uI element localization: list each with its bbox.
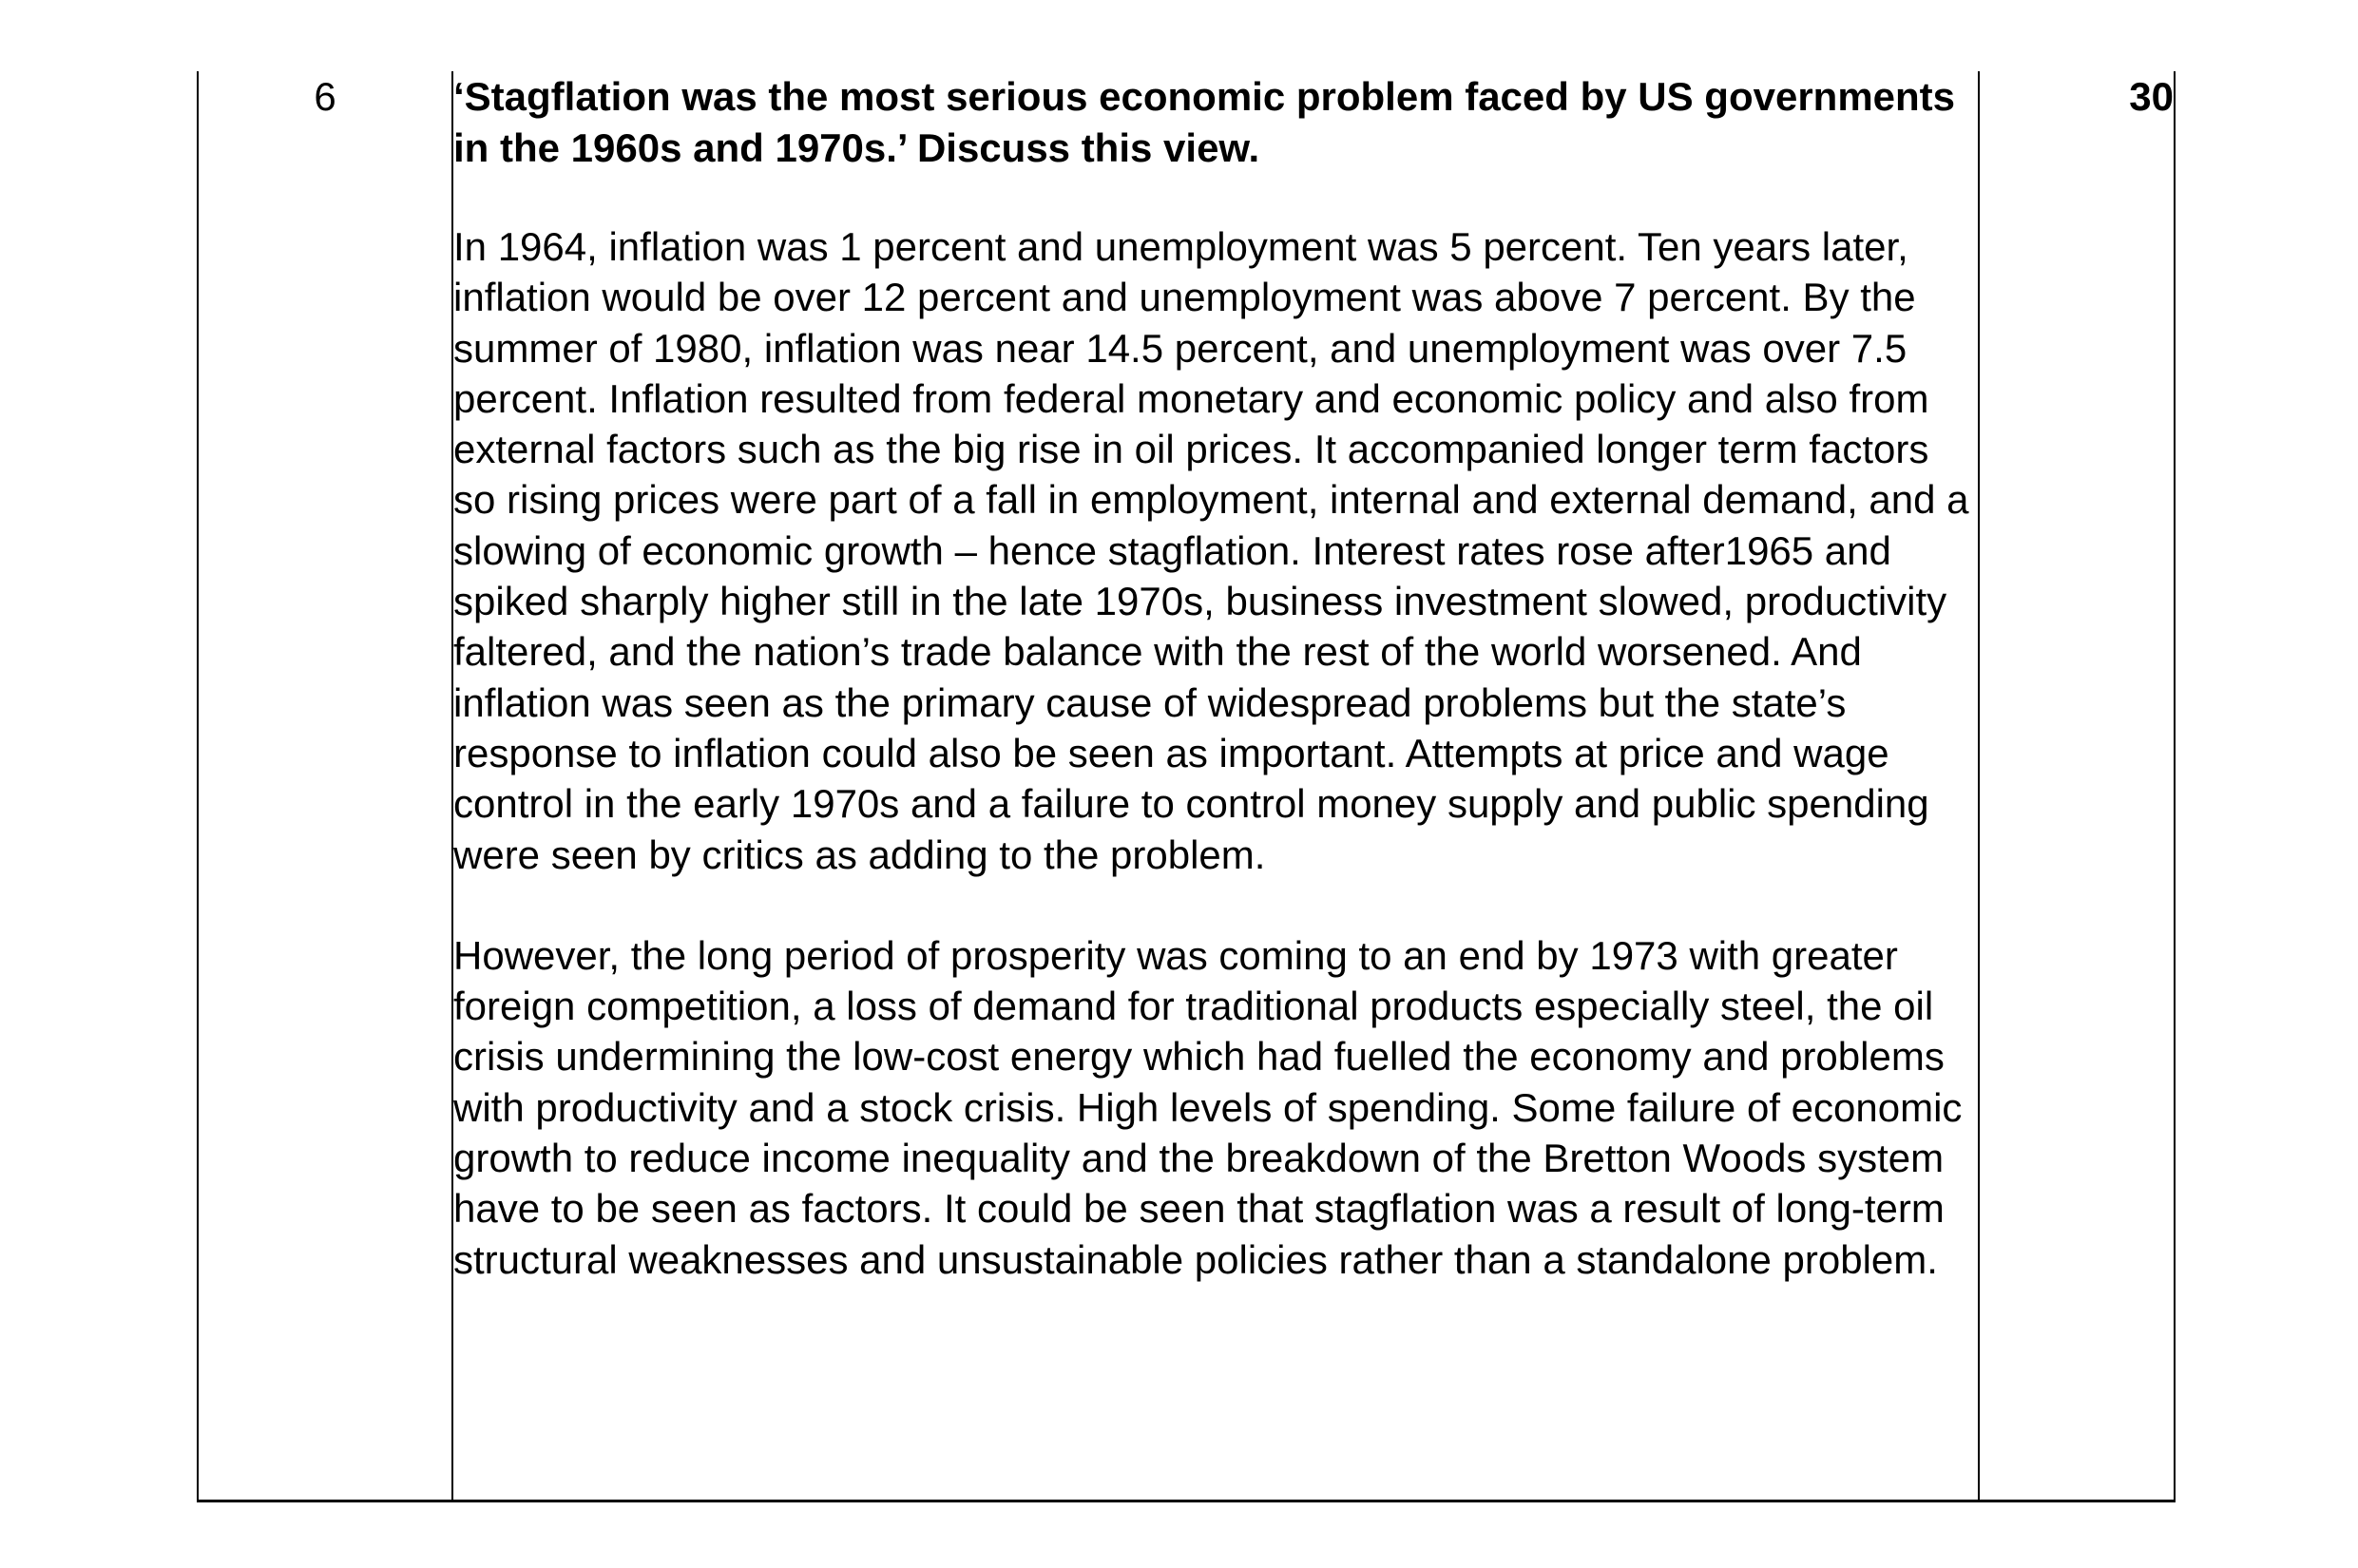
answer-paragraph-2: However, the long period of prosperity was coming to an end by 1973 with greater foreign competition, a loss of demand for traditional products especially steel, the oil crisis undermining the low-cost energy which had fuelled the economy and problems with productivity and a stock crisis. High levels of spending. Some failure of economic growth to reduce income inequality and the breakdown of the Bretton Woods system have to be seen as factors. It could be seen that stagflation was a result of long-term structural weaknesses and unsustainable policies rather than a standalone problem.	[453, 932, 1963, 1282]
question-prompt: ‘Stagflation was the most serious economic problem faced by US governments in the 1960s and 1970s.’ Discuss this view.	[453, 74, 1956, 170]
question-number-cell	[198, 71, 452, 1501]
question-number: 6	[314, 74, 336, 119]
question-row	[198, 71, 2175, 1501]
marks-value: 30	[2129, 74, 2174, 119]
marks-cell	[1979, 71, 2175, 1501]
question-content-cell	[452, 71, 1979, 1501]
answer-paragraph-1: In 1964, inflation was 1 percent and unemployment was 5 percent. Ten years later, inflation would be over 12 percent and unemployment was above 7 percent. By the summer of 1980, inflation was near 14.5 percent, and unemployment was over 7.5 percent. Inflation resulted from federal monetary and economic policy and also from external factors such as the big rise in oil prices. It accompanied longer term factors so rising prices were part of a fall in employment, internal and external demand, and a slowing of economic growth – hence stagflation. Interest rates rose after1965 and spiked sharply higher still in the late 1970s, business investment slowed, productivity faltered, and the nation’s trade balance with the rest of the world worsened. And inflation was seen as the primary cause of widespread problems but the state’s response to inflation could also be seen as important. Attempts at price and wage control in the early 1970s and a failure to control money supply and public spending were seen by critics as adding to the problem.	[453, 224, 1969, 877]
mark-scheme-table	[197, 71, 2176, 1502]
